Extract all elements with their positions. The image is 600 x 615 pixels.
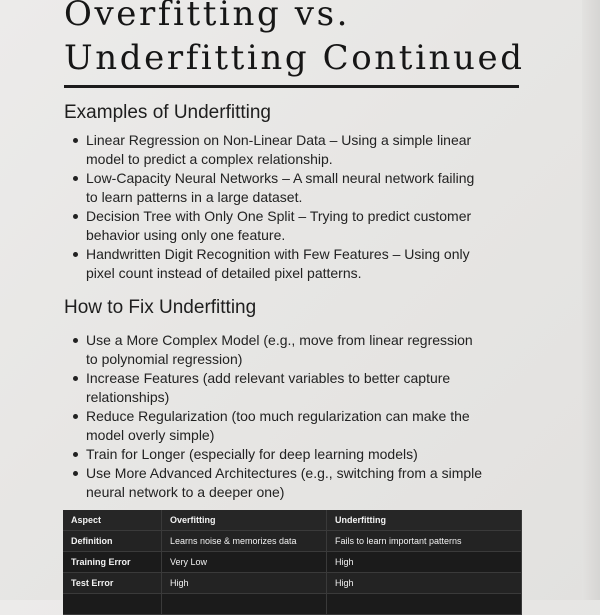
table-header-underfitting: Underfitting xyxy=(327,510,522,531)
list-item: Low-Capacity Neural Networks – A small neural network failing to learn patterns in a large dataset. xyxy=(64,169,484,207)
list-item: Linear Regression on Non-Linear Data – Using a simple linear model to predict a complex relationship. xyxy=(64,131,484,169)
section-heading-examples: Examples of Underfitting xyxy=(64,102,271,123)
list-item: Decision Tree with Only One Split – Trying to predict customer behavior using only one feature. xyxy=(64,207,484,245)
table-cell: Very Low xyxy=(162,552,327,573)
examples-list xyxy=(64,131,484,283)
table-cell: Fails to learn important patterns xyxy=(327,531,522,552)
list-item: Handwritten Digit Recognition with Few Features – Using only pixel count instead of detailed pixel patterns. xyxy=(64,245,484,283)
page-title: Overfitting vs. Underfitting Continued xyxy=(64,0,525,78)
table-header-row xyxy=(63,510,522,531)
table-cell: High xyxy=(327,552,522,573)
table-cell xyxy=(327,594,522,615)
table-row xyxy=(63,552,522,573)
table-row xyxy=(63,531,522,552)
table-row xyxy=(63,573,522,594)
table-cell: High xyxy=(162,573,327,594)
table-cell: Learns noise & memorizes data xyxy=(162,531,327,552)
table-header-overfitting: Overfitting xyxy=(162,510,327,531)
page-edge xyxy=(582,0,600,600)
section-heading-fix: How to Fix Underfitting xyxy=(64,297,257,318)
table-cell: High xyxy=(327,573,522,594)
list-item: Use a More Complex Model (e.g., move from linear regression to polynomial regression) xyxy=(64,331,484,369)
comparison-table xyxy=(63,510,522,615)
table-cell: Training Error xyxy=(63,552,162,573)
list-item: Reduce Regularization (too much regularization can make the model overly simple) xyxy=(64,407,484,445)
list-item: Increase Features (add relevant variables to better capture relationships) xyxy=(64,369,484,407)
list-item: Train for Longer (especially for deep learning models) xyxy=(64,445,484,464)
table-row xyxy=(63,594,522,615)
table-header-aspect: Aspect xyxy=(63,510,162,531)
table-cell xyxy=(162,594,327,615)
list-item: Use More Advanced Architectures (e.g., switching from a simple neural network to a deeper one) xyxy=(64,464,484,502)
table-cell xyxy=(63,594,162,615)
table-cell: Definition xyxy=(63,531,162,552)
fix-list xyxy=(64,331,484,502)
title-divider xyxy=(64,85,519,88)
table-cell: Test Error xyxy=(63,573,162,594)
